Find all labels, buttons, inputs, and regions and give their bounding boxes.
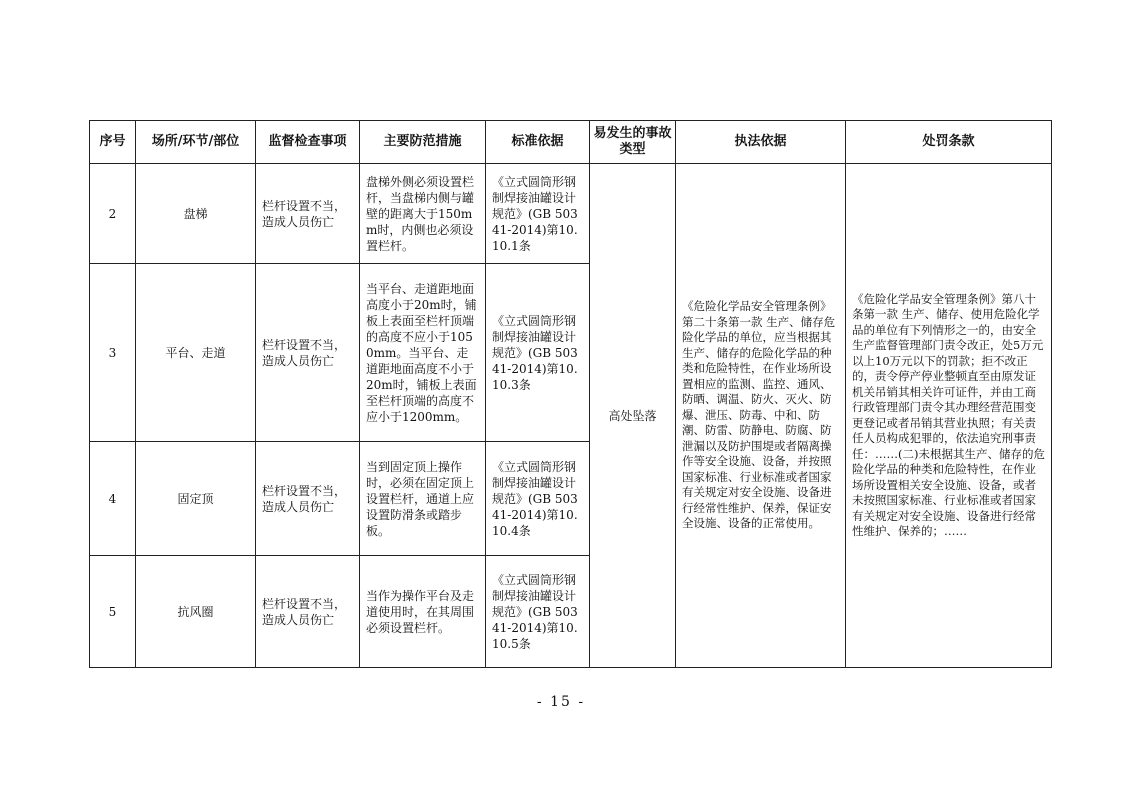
row-place: 盘梯	[136, 164, 256, 264]
row-no: 2	[90, 164, 136, 264]
header-accident: 易发生的事故类型	[590, 121, 676, 164]
accident-type-cell: 高处坠落	[590, 164, 676, 668]
table-row	[90, 164, 1052, 264]
row-measures: 盘梯外侧必须设置栏杆，当盘梯内侧与罐壁的距离大于150mm时，内侧也必须设置栏杆。	[360, 164, 486, 264]
row-measures: 当作为操作平台及走道使用时，在其周围必须设置栏杆。	[360, 556, 486, 668]
row-standard: 《立式圆筒形钢制焊接油罐设计规范》(GB 50341-2014)第10.10.4条	[486, 442, 590, 556]
row-place: 抗风圈	[136, 556, 256, 668]
row-inspection: 栏杆设置不当，造成人员伤亡	[256, 442, 360, 556]
header-penalty: 处罚条款	[846, 121, 1052, 164]
penalty-clause-cell: 《危险化学品安全管理条例》第八十条第一款 生产、储存、使用危险化学品的单位有下列情形之一的，由安全生产监督管理部门责令改正，处5万元以上10万元以下的罚款；拒不改正的，责令停产停业整顿直至由原发证机关吊销其相关许可证件，并由工商行政管理部门责令其办理经营范围变更登记或者吊销其营业执照；有关责任人员构成犯罪的，依法追究刑事责任：……(二)未根据其生产、储存的危险化学品的种类和危险特性，在作业场所设置相关安全设施、设备，或者未按照国家标准、行业标准或者国家有关规定对安全设施、设备进行经常性维护、保养的；……	[846, 164, 1052, 668]
row-no: 3	[90, 264, 136, 442]
table-header-row	[90, 121, 1052, 164]
row-no: 5	[90, 556, 136, 668]
row-place: 平台、走道	[136, 264, 256, 442]
header-standard: 标准依据	[486, 121, 590, 164]
row-standard: 《立式圆筒形钢制焊接油罐设计规范》(GB 50341-2014)第10.10.5条	[486, 556, 590, 668]
row-standard: 《立式圆筒形钢制焊接油罐设计规范》(GB 50341-2014)第10.10.3条	[486, 264, 590, 442]
regulation-table	[89, 120, 1052, 668]
row-no: 4	[90, 442, 136, 556]
row-measures: 当到固定顶上操作时，必须在固定顶上设置栏杆，通道上应设置防滑条或踏步板。	[360, 442, 486, 556]
row-inspection: 栏杆设置不当，造成人员伤亡	[256, 556, 360, 668]
header-measures: 主要防范措施	[360, 121, 486, 164]
row-place: 固定顶	[136, 442, 256, 556]
page-number: - 15 -	[536, 694, 586, 710]
header-no: 序号	[90, 121, 136, 164]
header-law: 执法依据	[676, 121, 846, 164]
row-standard: 《立式圆筒形钢制焊接油罐设计规范》(GB 50341-2014)第10.10.1条	[486, 164, 590, 264]
law-basis-cell: 《危险化学品安全管理条例》第二十条第一款 生产、储存危险化学品的单位，应当根据其生产、储存的危险化学品的种类和危险特性，在作业场所设置相应的监测、监控、通风、防晒、调温、防火、灭火、防爆、泄压、防毒、中和、防潮、防雷、防静电、防腐、防泄漏以及防护围堤或者隔离操作等安全设施、设备，并按照国家标准、行业标准或者国家有关规定对安全设施、设备进行经常性维护、保养，保证安全设施、设备的正常使用。	[676, 164, 846, 668]
row-inspection: 栏杆设置不当，造成人员伤亡	[256, 164, 360, 264]
row-measures: 当平台、走道距地面高度小于20m时，铺板上表面至栏杆顶端的高度不应小于1050mm。当平台、走道距地面高度不小于20m时，铺板上表面至栏杆顶端的高度不应小于1200mm。	[360, 264, 486, 442]
header-place: 场所/环节/部位	[136, 121, 256, 164]
header-inspection: 监督检查事项	[256, 121, 360, 164]
row-inspection: 栏杆设置不当，造成人员伤亡	[256, 264, 360, 442]
